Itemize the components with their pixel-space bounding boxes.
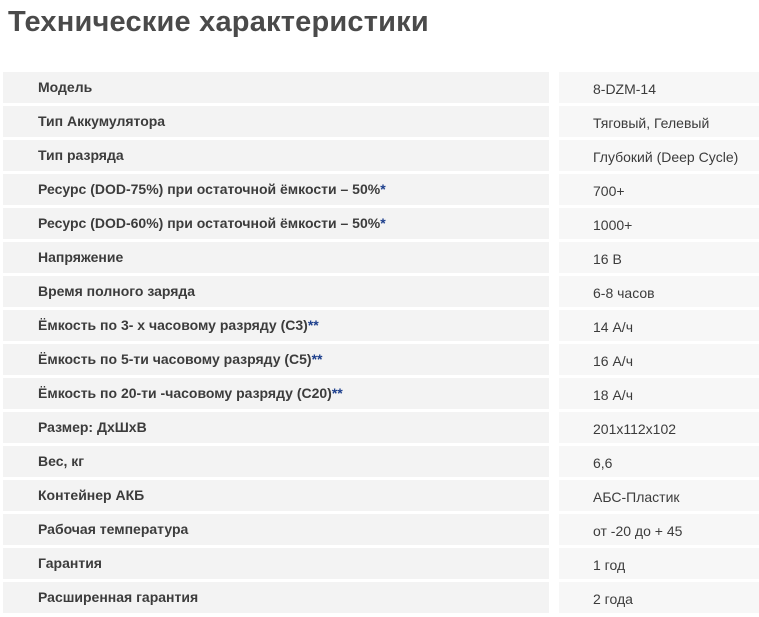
spec-label-cell	[3, 208, 549, 239]
spec-value-cell	[559, 412, 759, 443]
spec-row	[3, 242, 759, 273]
spec-label-cell	[3, 106, 549, 137]
spec-label	[38, 378, 343, 409]
spec-value: от -20 до + 45	[593, 523, 683, 539]
spec-label-text: Тип разряда	[38, 147, 124, 163]
spec-label-text: Модель	[38, 79, 93, 95]
spec-row	[3, 344, 759, 375]
spec-row	[3, 310, 759, 341]
spec-value-cell	[559, 72, 759, 103]
spec-label	[38, 72, 92, 103]
spec-value: 201x112x102	[593, 421, 677, 437]
spec-label-text: Расширенная гарантия	[38, 589, 199, 605]
spec-value: 6,6	[593, 455, 613, 471]
spec-label-text: Гарантия	[38, 555, 102, 571]
spec-value-cell	[559, 344, 759, 375]
spec-label-text: Тип Аккумулятора	[38, 113, 166, 129]
spec-value-cell	[559, 174, 759, 205]
spec-value-cell	[559, 582, 759, 613]
spec-value-cell	[559, 378, 759, 409]
spec-row	[3, 378, 759, 409]
spec-label-cell	[3, 548, 549, 579]
spec-label-cell	[3, 582, 549, 613]
footnote-mark: *	[380, 181, 386, 197]
spec-row	[3, 548, 759, 579]
footnote-mark: **	[331, 385, 343, 401]
spec-value-cell	[559, 208, 759, 239]
spec-value: 8-DZM-14	[593, 81, 657, 97]
spec-label-cell	[3, 72, 549, 103]
spec-value-cell	[559, 514, 759, 545]
spec-value: 2 года	[593, 591, 633, 607]
footnote-mark: **	[307, 317, 319, 333]
spec-label-cell	[3, 140, 549, 171]
spec-label-cell	[3, 514, 549, 545]
spec-label-text: Время полного заряда	[38, 283, 196, 299]
spec-label	[38, 310, 319, 341]
spec-label-cell	[3, 242, 549, 273]
spec-row	[3, 174, 759, 205]
spec-value: Глубокий (Deep Cycle)	[593, 149, 739, 165]
spec-value-cell	[559, 140, 759, 171]
spec-label	[38, 344, 323, 375]
spec-row	[3, 582, 759, 613]
spec-value: 16 А/ч	[593, 353, 633, 369]
spec-label-text: Рабочая температура	[38, 521, 189, 537]
spec-label	[38, 174, 386, 205]
spec-value: 1 год	[593, 557, 626, 573]
footnote-mark: *	[380, 215, 386, 231]
spec-row	[3, 106, 759, 137]
spec-label-text: Ёмкость по 3- х часовому разряду (С3)	[38, 317, 308, 333]
spec-value-cell	[559, 276, 759, 307]
spec-label	[38, 208, 386, 239]
spec-row	[3, 140, 759, 171]
spec-value-cell	[559, 480, 759, 511]
spec-value: 6-8 часов	[593, 285, 655, 301]
spec-row	[3, 446, 759, 477]
spec-value-cell	[559, 446, 759, 477]
spec-value-cell	[559, 242, 759, 273]
spec-row	[3, 412, 759, 443]
spec-label-text: Контейнер АКБ	[38, 487, 145, 503]
spec-row	[3, 480, 759, 511]
spec-label	[38, 582, 198, 613]
spec-label	[38, 514, 188, 545]
spec-label-cell	[3, 344, 549, 375]
spec-row	[3, 276, 759, 307]
spec-row	[3, 208, 759, 239]
spec-value: 14 А/ч	[593, 319, 633, 335]
spec-label-text: Ресурс (DOD-60%) при остаточной ёмкости – 50%	[38, 215, 381, 231]
spec-label	[38, 446, 84, 477]
spec-row	[3, 72, 759, 103]
spec-label-cell	[3, 378, 549, 409]
spec-label-cell	[3, 310, 549, 341]
spec-label	[38, 480, 144, 511]
spec-value: Тяговый, Гелевый	[593, 115, 710, 131]
spec-label	[38, 548, 102, 579]
spec-label-cell	[3, 446, 549, 477]
spec-label	[38, 140, 124, 171]
spec-label-cell	[3, 276, 549, 307]
spec-label	[38, 242, 123, 273]
spec-label	[38, 276, 195, 307]
spec-label-text: Ёмкость по 5-ти часовому разряду (С5)	[38, 351, 312, 367]
spec-value: 1000+	[593, 217, 633, 233]
footnote-mark: **	[311, 351, 323, 367]
spec-value-cell	[559, 548, 759, 579]
spec-label-text: Вес, кг	[38, 453, 85, 469]
spec-value: 16 В	[593, 251, 622, 267]
spec-label-text: Размер: ДхШхВ	[38, 419, 147, 435]
spec-label-cell	[3, 412, 549, 443]
spec-value-cell	[559, 310, 759, 341]
spec-label	[38, 106, 165, 137]
spec-label-cell	[3, 480, 549, 511]
spec-value-cell	[559, 106, 759, 137]
spec-row	[3, 514, 759, 545]
page-title: Технические характеристики	[8, 6, 429, 38]
spec-value: 18 А/ч	[593, 387, 633, 403]
spec-value: АБС-Пластик	[593, 489, 680, 505]
spec-table	[3, 72, 759, 616]
spec-label	[38, 412, 147, 443]
spec-label-text: Ёмкость по 20-ти -часовому разряду (С20)	[38, 385, 332, 401]
spec-label-text: Ресурс (DOD-75%) при остаточной ёмкости – 50%	[38, 181, 381, 197]
spec-value: 700+	[593, 183, 625, 199]
spec-label-text: Напряжение	[38, 249, 124, 265]
spec-label-cell	[3, 174, 549, 205]
